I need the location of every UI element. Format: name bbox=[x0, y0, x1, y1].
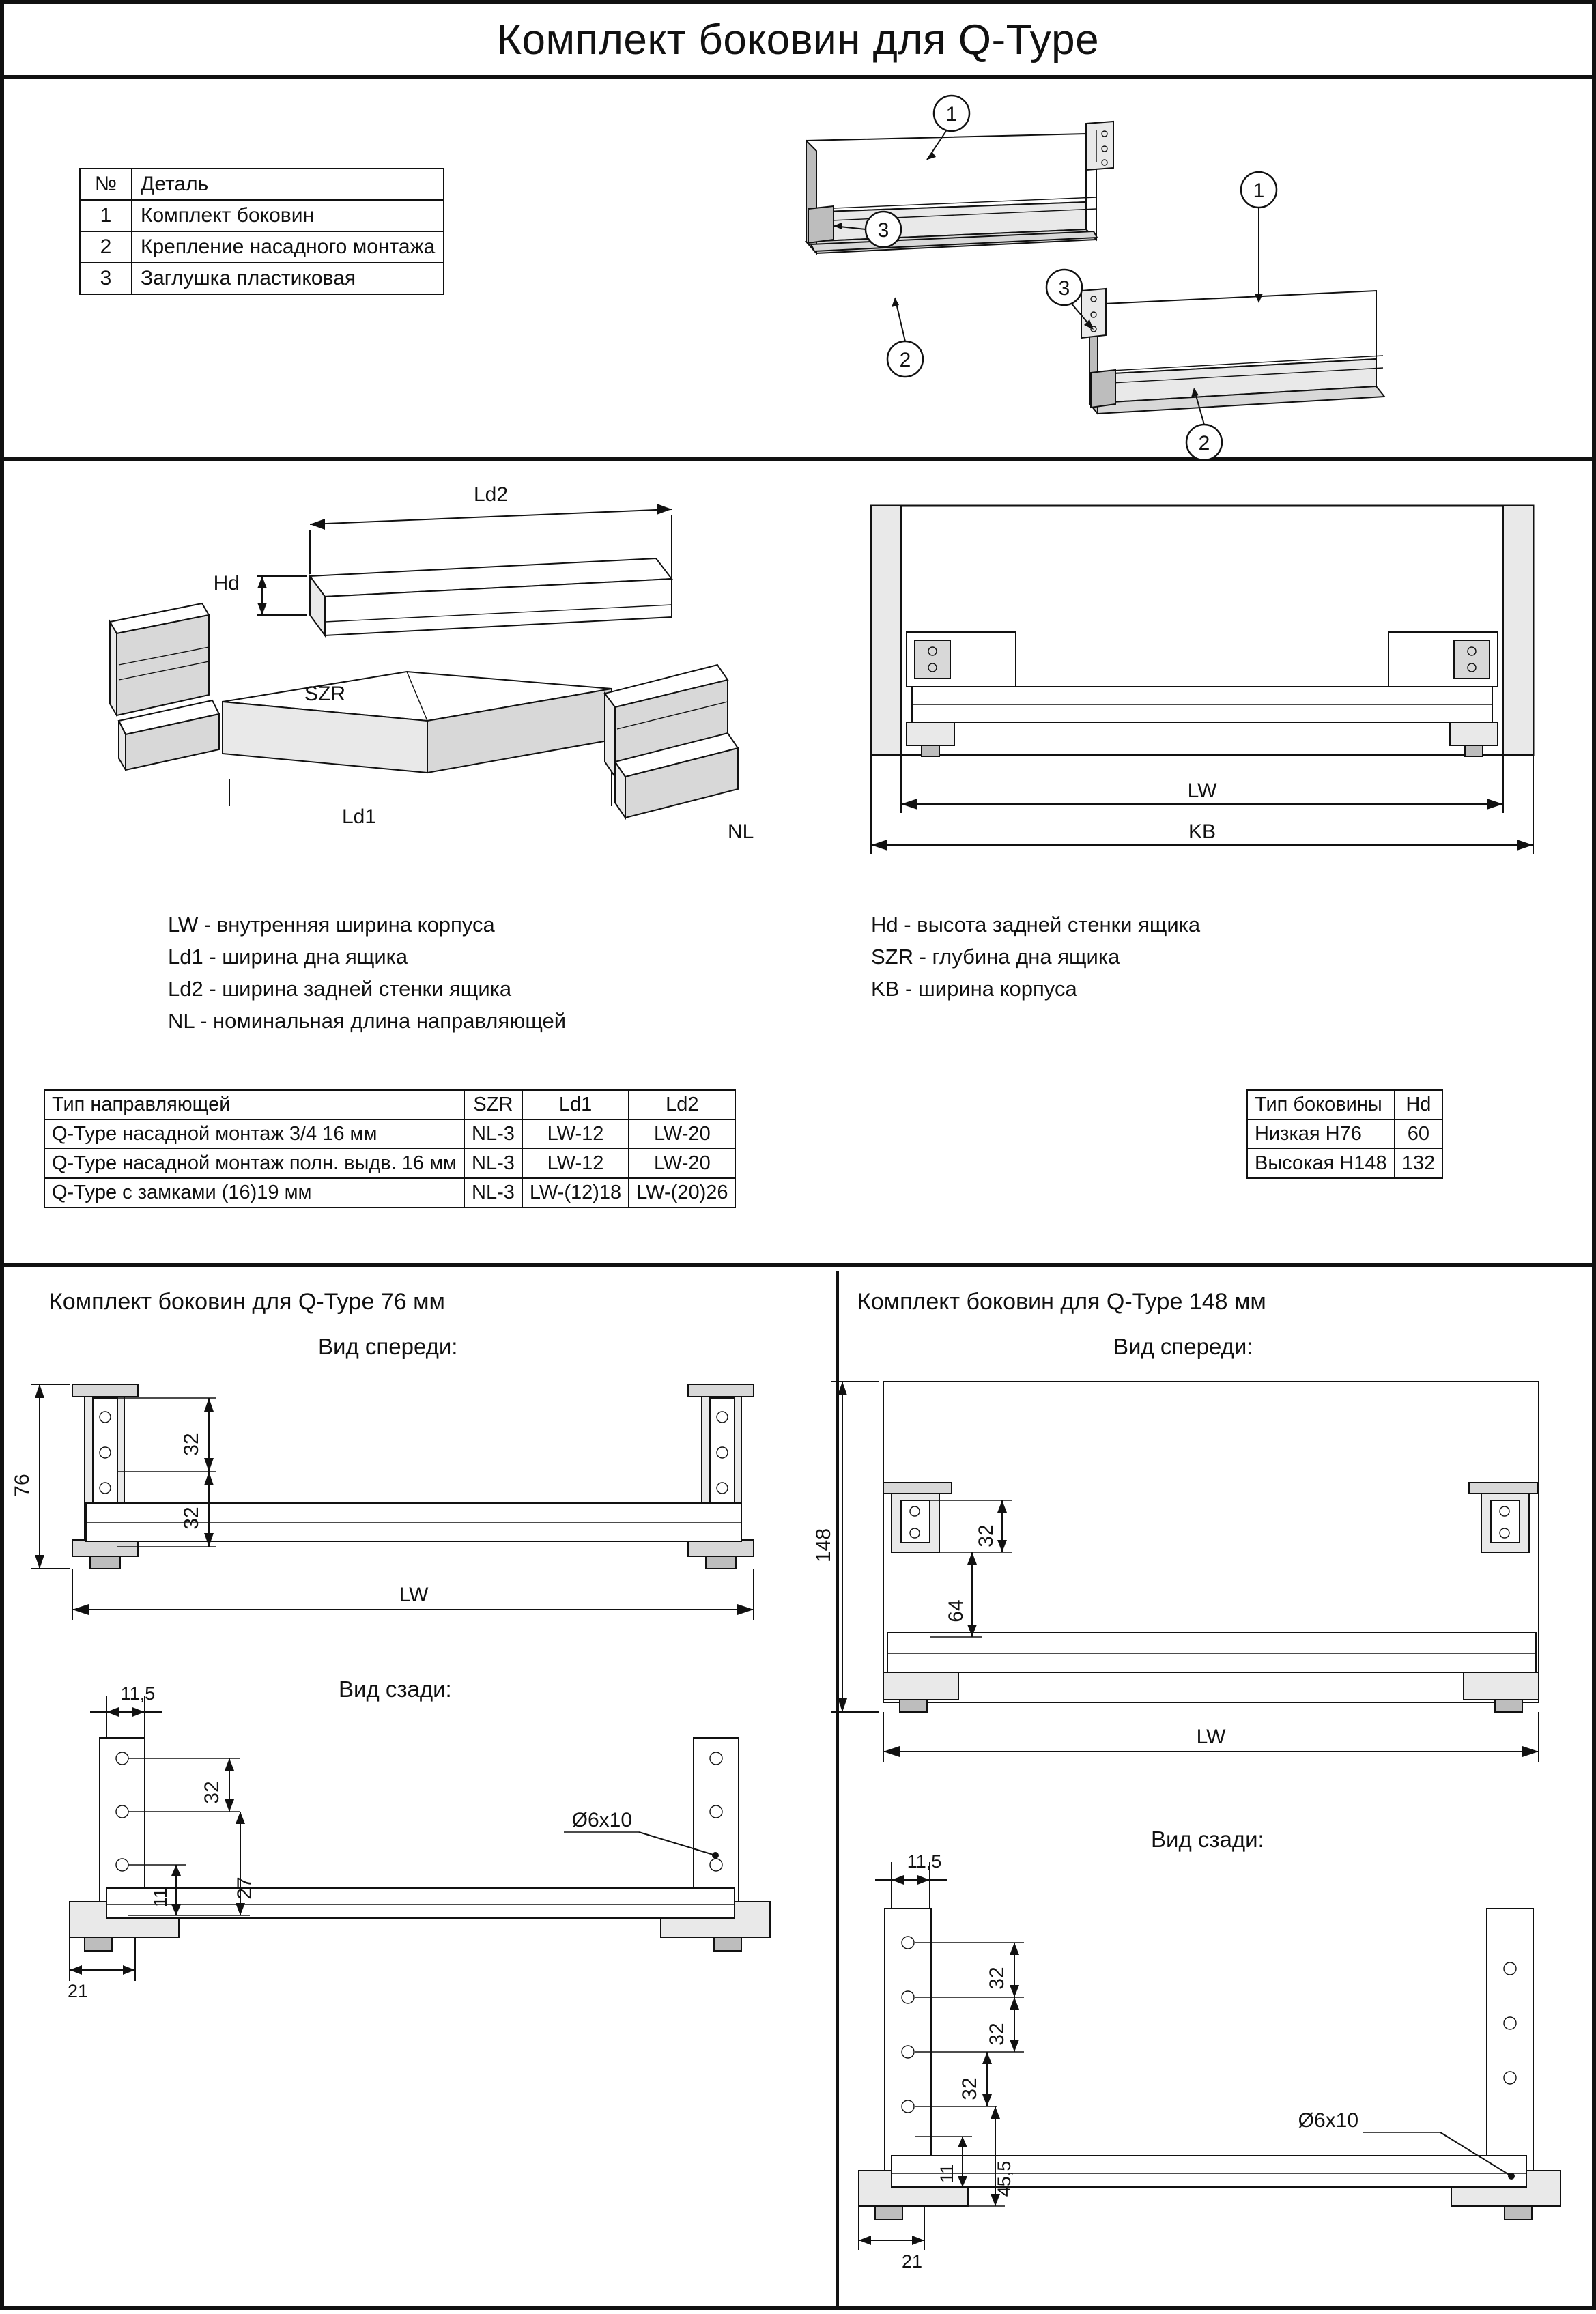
label-szr: SZR bbox=[304, 683, 345, 705]
dim-11-5-right: 11,5 bbox=[907, 1851, 942, 1872]
cell-runner-type: Q-Type с замками (16)19 мм bbox=[44, 1178, 464, 1208]
cell-side-type: Низкая H76 bbox=[1247, 1119, 1395, 1149]
part-name: Крепление насадного монтажа bbox=[132, 231, 444, 263]
col-part: Деталь bbox=[132, 169, 444, 200]
dim-11-right: 11 bbox=[937, 2163, 957, 2184]
legend-line: Ld2 - ширина задней стенки ящика bbox=[168, 977, 512, 1001]
dim-lw-cabinet: LW bbox=[1187, 780, 1217, 802]
col-side-type: Тип боковины bbox=[1247, 1090, 1395, 1119]
cell-ld2: LW-20 bbox=[629, 1119, 735, 1149]
part-name: Заглушка пластиковая bbox=[132, 263, 444, 294]
col-hd: Hd bbox=[1395, 1090, 1442, 1119]
dim-ld2: Ld2 bbox=[473, 483, 509, 506]
label-nl: NL bbox=[728, 820, 754, 843]
left-back-view-label: Вид сзади: bbox=[339, 1676, 452, 1702]
dim-64-right-front: 64 bbox=[945, 1599, 967, 1623]
right-back-view-label: Вид сзади: bbox=[1151, 1827, 1264, 1852]
dim-21-right: 21 bbox=[901, 2251, 923, 2272]
part-name: Комплект боковин bbox=[132, 200, 444, 231]
hole-label-left: Ø6x10 bbox=[571, 1809, 632, 1831]
left-column-title: Комплект боковин для Q-Type 76 мм bbox=[49, 1289, 445, 1315]
legend-line: SZR - глубина дна ящика bbox=[871, 945, 1120, 969]
cell-szr: NL-3 bbox=[464, 1149, 522, 1178]
cell-ld1: LW-12 bbox=[522, 1149, 629, 1178]
balloon-2-label: 2 bbox=[899, 349, 911, 371]
legend-line: KB - ширина корпуса bbox=[871, 977, 1077, 1001]
legend-line: Ld1 - ширина дна ящика bbox=[168, 945, 408, 969]
cell-ld1: LW-(12)18 bbox=[522, 1178, 629, 1208]
left-front-view bbox=[11, 1384, 754, 1620]
dim-lw-right-front: LW bbox=[1196, 1726, 1226, 1748]
section3-illustration bbox=[4, 4, 1596, 2314]
dim-32-back-left: 32 bbox=[201, 1781, 223, 1804]
dim-11-5-left: 11,5 bbox=[120, 1683, 156, 1704]
right-front-view bbox=[812, 1382, 1539, 1762]
dim-21-left: 21 bbox=[67, 1981, 89, 2001]
page-title: Комплект боковин для Q-Type bbox=[496, 16, 1100, 63]
dim-32-right-back-middle: 32 bbox=[986, 2023, 1008, 2046]
legend-line: Hd - высота задней стенки ящика bbox=[871, 913, 1201, 937]
dim-kb-cabinet: KB bbox=[1188, 820, 1216, 843]
label-ld1: Ld1 bbox=[341, 805, 377, 828]
cell-runner-type: Q-Type насадной монтаж полн. выдв. 16 мм bbox=[44, 1149, 464, 1178]
dim-32-right-back-lower: 32 bbox=[958, 2077, 981, 2100]
dim-11-left: 11 bbox=[150, 1887, 171, 1908]
col-ld2: Ld2 bbox=[629, 1090, 735, 1119]
balloon-1b-label: 1 bbox=[1253, 180, 1265, 202]
right-front-view-label: Вид спереди: bbox=[1113, 1334, 1253, 1359]
cell-hd: 60 bbox=[1395, 1119, 1442, 1149]
dim-32-front-upper: 32 bbox=[180, 1433, 203, 1456]
dim-lw-left-front: LW bbox=[399, 1584, 429, 1606]
dim-32-right-back-upper: 32 bbox=[986, 1967, 1008, 1990]
part-num: 2 bbox=[80, 231, 132, 263]
cell-side-type: Высокая H148 bbox=[1247, 1149, 1395, 1178]
col-ld1: Ld1 bbox=[522, 1090, 629, 1119]
left-front-view-label: Вид спереди: bbox=[318, 1334, 458, 1359]
balloon-3-label: 3 bbox=[877, 219, 889, 242]
col-num: № bbox=[80, 169, 132, 200]
balloon-2b-label: 2 bbox=[1198, 432, 1210, 455]
cell-ld1: LW-12 bbox=[522, 1119, 629, 1149]
dim-32-front-lower: 32 bbox=[180, 1506, 203, 1530]
cell-hd: 132 bbox=[1395, 1149, 1442, 1178]
legend-line: NL - номинальная длина направляющей bbox=[168, 1009, 567, 1033]
cell-ld2: LW-20 bbox=[629, 1149, 735, 1178]
left-back-view bbox=[68, 1683, 770, 2001]
cell-szr: NL-3 bbox=[464, 1178, 522, 1208]
cell-runner-type: Q-Type насадной монтаж 3/4 16 мм bbox=[44, 1119, 464, 1149]
part-num: 1 bbox=[80, 200, 132, 231]
part-num: 3 bbox=[80, 263, 132, 294]
hole-label-right: Ø6x10 bbox=[1298, 2109, 1358, 2132]
right-back-view bbox=[859, 1851, 1561, 2272]
legend-line: LW - внутренняя ширина корпуса bbox=[168, 913, 495, 937]
col-szr: SZR bbox=[464, 1090, 522, 1119]
cell-szr: NL-3 bbox=[464, 1119, 522, 1149]
cell-ld2: LW-(20)26 bbox=[629, 1178, 735, 1208]
dim-27-left: 27 bbox=[233, 1876, 256, 1900]
right-column-title: Комплект боковин для Q-Type 148 мм bbox=[857, 1289, 1266, 1315]
balloon-1-label: 1 bbox=[945, 103, 958, 126]
dim-32-right-front: 32 bbox=[975, 1524, 997, 1547]
dim-hd: Hd bbox=[213, 572, 240, 595]
balloon-3b-label: 3 bbox=[1058, 277, 1070, 300]
dim-76: 76 bbox=[11, 1474, 33, 1497]
col-runner-type: Тип направляющей bbox=[44, 1090, 464, 1119]
dim-148: 148 bbox=[812, 1528, 835, 1563]
dim-45-5-right: 45,5 bbox=[994, 2160, 1014, 2197]
